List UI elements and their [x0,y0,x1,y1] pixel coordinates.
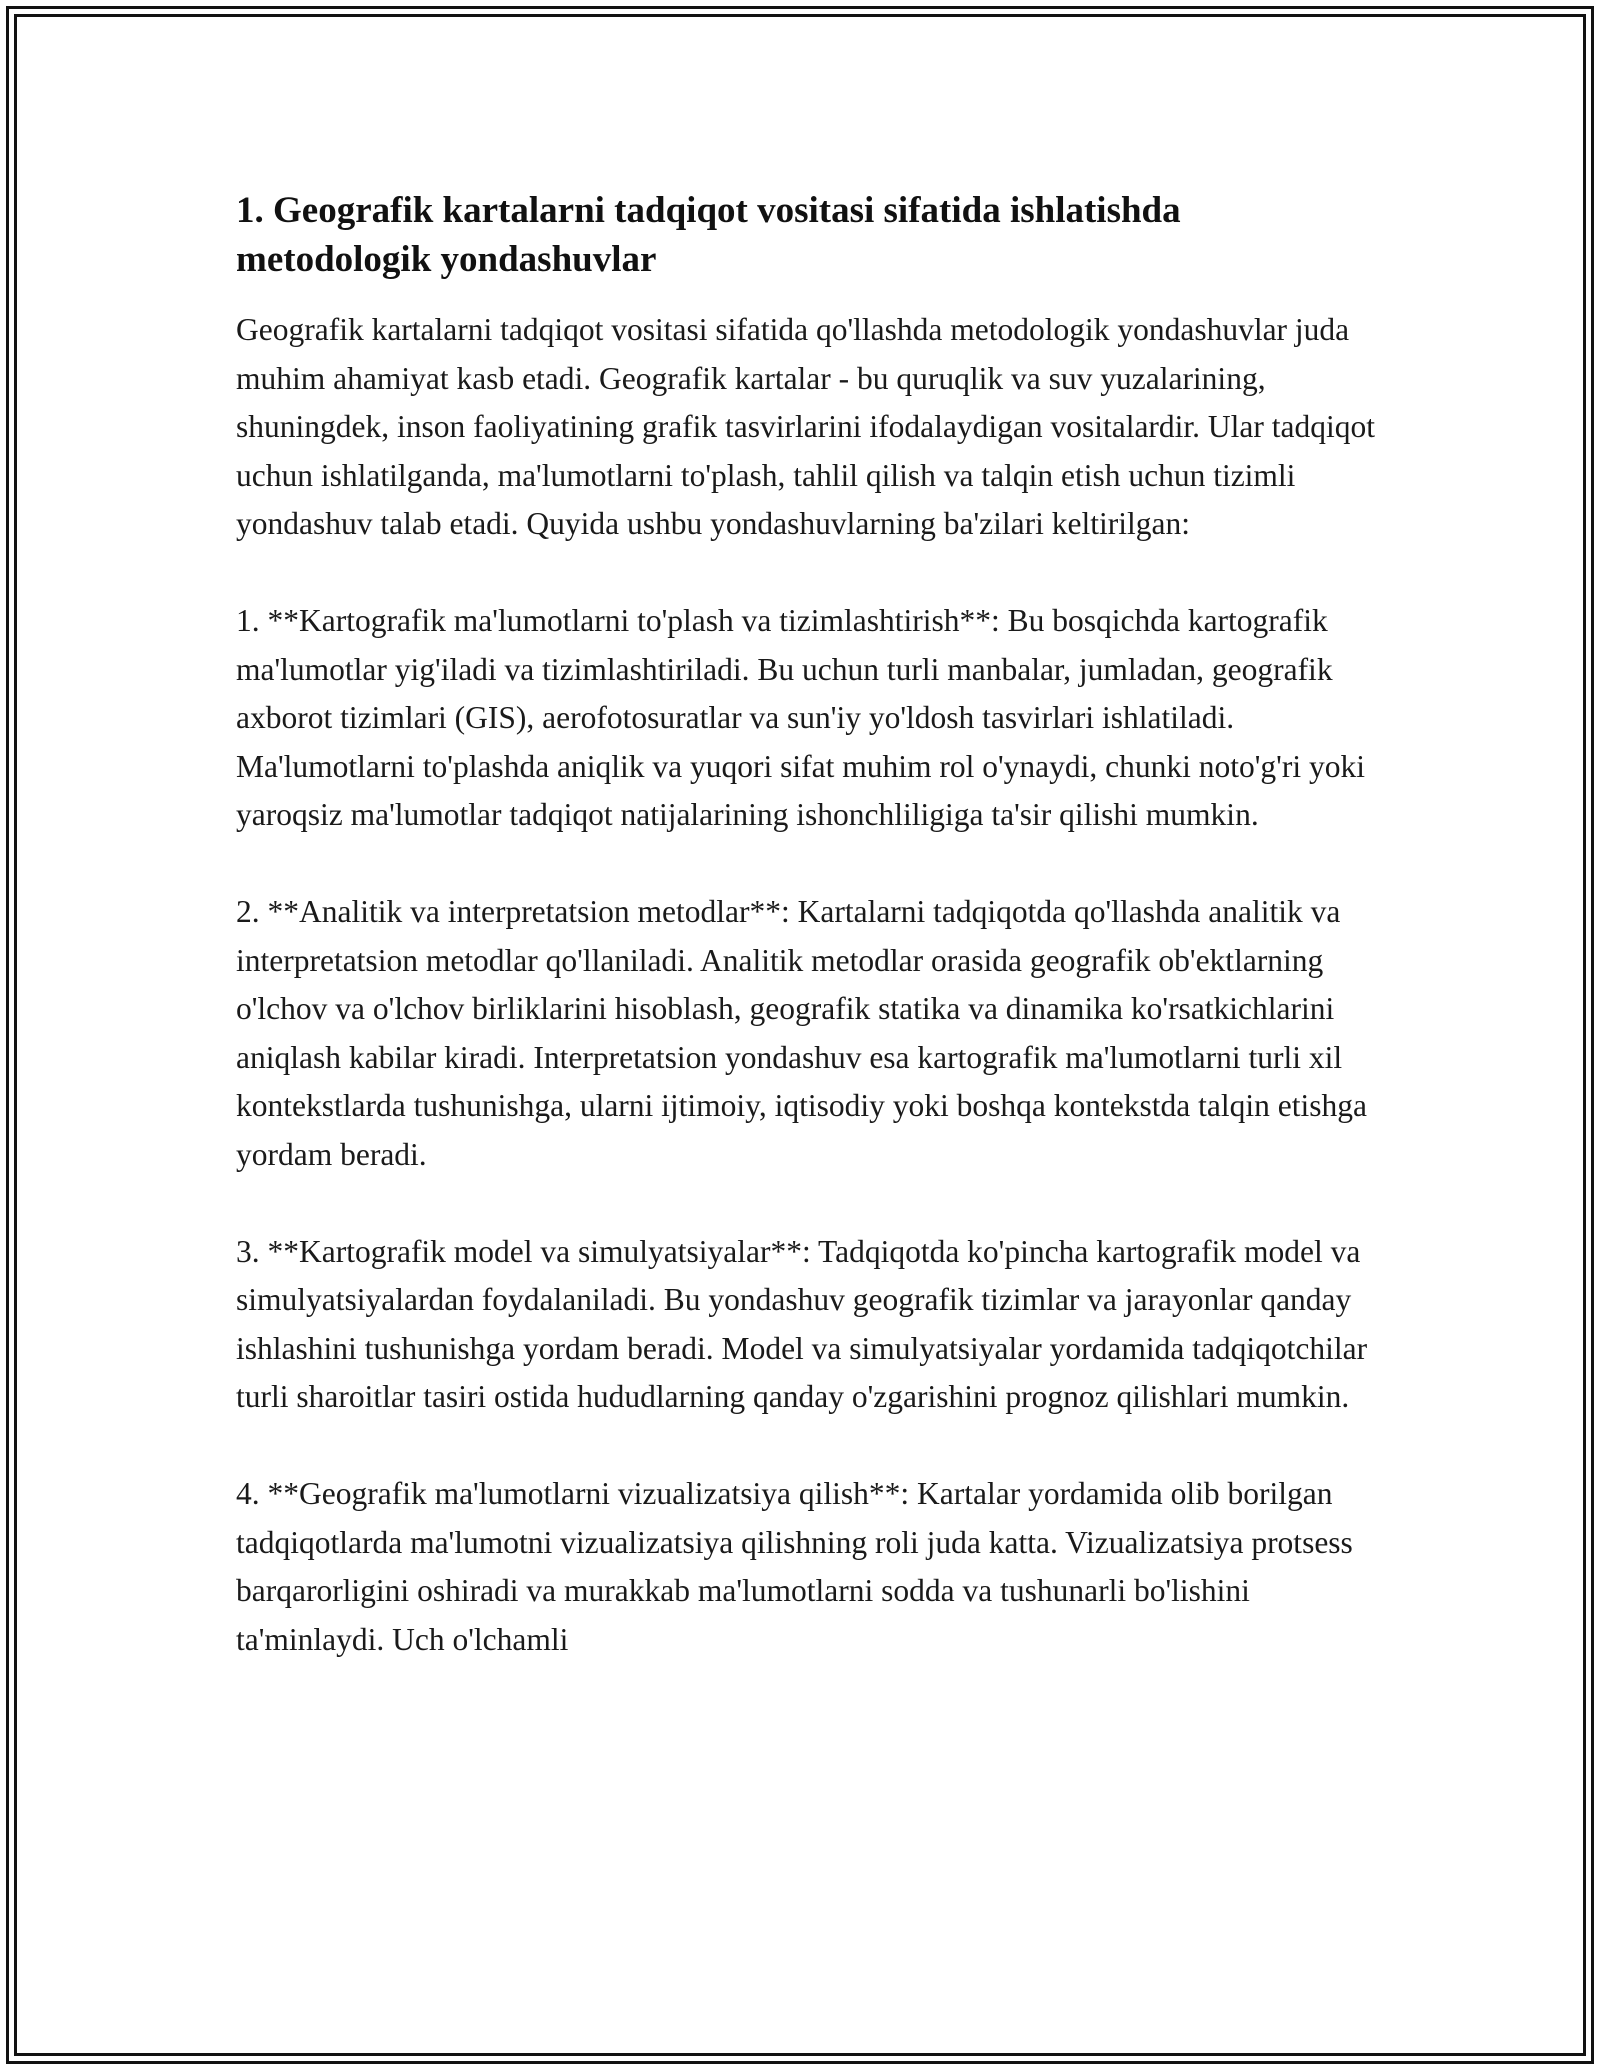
document-title: 1. Geografik kartalarni tadqiqot vositasi sifatida ishlatishda metodologik yondashuvlar [236,190,1181,280]
list-item-4: 4. **Geografik ma'lumotlarni vizualizatsiya qilish**: Kartalar yordamida olib borilgan tadqiqotlarda ma'lumotni vizualizatsiya qilishning roli juda katta. Vizualizatsiya protsess barqarorligini oshiradi va murakkab ma'lumotlarni sodda va tushunarli bo'lishini ta'minlaydi. Uch o'lchamli [236,1476,1353,1657]
list-item-2: 2. **Analitik va interpretatsion metodlar**: Kartalarni tadqiqotda qo'llashda analitik va interpretatsion metodlar qo'llaniladi. Analitik metodlar orasida geografik ob'ektlarning o'lchov va o'lchov birliklarini hisoblash, geografik statika va dinamika ko'rsatkichlarini aniqlash kabilar kiradi. Interpretatsion yondashuv esa kartografik ma'lumotlarni turli xil kontekstlarda tushunishga, ularni ijtimoiy, iqtisodiy yoki boshqa kontekstda talqin etishga yordam beradi. [236,894,1367,1172]
document-page [236,186,1376,1664]
intro-paragraph: Geografik kartalarni tadqiqot vositasi sifatida qo'llashda metodologik yondashuvlar juda muhim ahamiyat kasb etadi. Geografik kartalar - bu quruqlik va suv yuzalarining, shuningdek, inson faoliyatining grafik tasvirlarini ifodalaydigan vositalardir. Ular tadqiqot uchun ishlatilganda, ma'lumotlarni to'plash, tahlil qilish va talqin etish uchun tizimli yondashuv talab etadi. Quyida ushbu yondashuvlarning ba'zilari keltirilgan: [236,312,1375,541]
list-item-3: 3. **Kartografik model va simulyatsiyalar**: Tadqiqotda ko'pincha kartografik model va simulyatsiyalardan foydalaniladi. Bu yondashuv geografik tizimlar va jarayonlar qanday ishlashini tushunishga yordam beradi. Model va simulyatsiyalar yordamida tadqiqotchilar turli sharoitlar tasiri ostida hududlarning qanday o'zgarishini prognoz qilishlari mumkin. [236,1233,1368,1414]
list-item-1: 1. **Kartografik ma'lumotlarni to'plash va tizimlashtirish**: Bu bosqichda kartografik ma'lumotlar yig'iladi va tizimlashtiriladi. Bu uchun turli manbalar, jumladan, geografik axborot tizimlari (GIS), aerofotosuratlar va sun'iy yo'ldosh tasvirlari ishlatiladi. Ma'lumotlarni to'plashda aniqlik va yuqori sifat muhim rol o'ynaydi, chunki noto'g'ri yoki yaroqsiz ma'lumotlar tadqiqot natijalarining ishonchliligiga ta'sir qilishi mumkin. [236,603,1365,832]
